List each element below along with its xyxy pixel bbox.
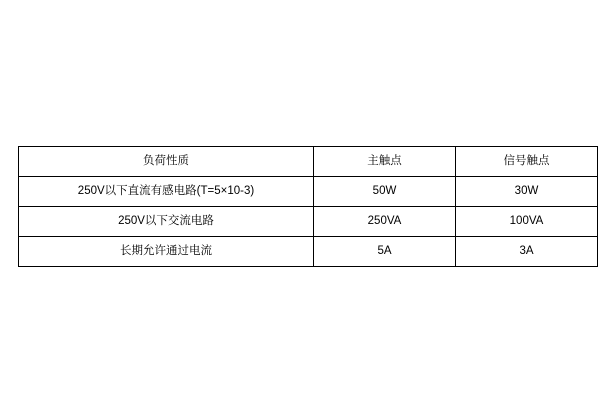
- table-cell-main-contact: 5A: [314, 237, 456, 267]
- table-cell-load-nature: 长期允许通过电流: [19, 237, 314, 267]
- table-header-cell-load-nature: 负荷性质: [19, 147, 314, 177]
- table-cell-signal-contact: 3A: [456, 237, 598, 267]
- table-cell-load-nature: 250V以下直流有感电路(T=5×10-3): [19, 177, 314, 207]
- table-row: [19, 237, 598, 267]
- table-cell-signal-contact: 30W: [456, 177, 598, 207]
- spec-table: [18, 146, 598, 267]
- table-header-cell-signal-contact: 信号触点: [456, 147, 598, 177]
- table-row: [19, 207, 598, 237]
- spec-table-container: [18, 146, 582, 267]
- table-cell-load-nature: 250V以下交流电路: [19, 207, 314, 237]
- table-cell-signal-contact: 100VA: [456, 207, 598, 237]
- table-cell-main-contact: 50W: [314, 177, 456, 207]
- table-row: [19, 177, 598, 207]
- table-header-row: [19, 147, 598, 177]
- table-header-cell-main-contact: 主触点: [314, 147, 456, 177]
- table-cell-main-contact: 250VA: [314, 207, 456, 237]
